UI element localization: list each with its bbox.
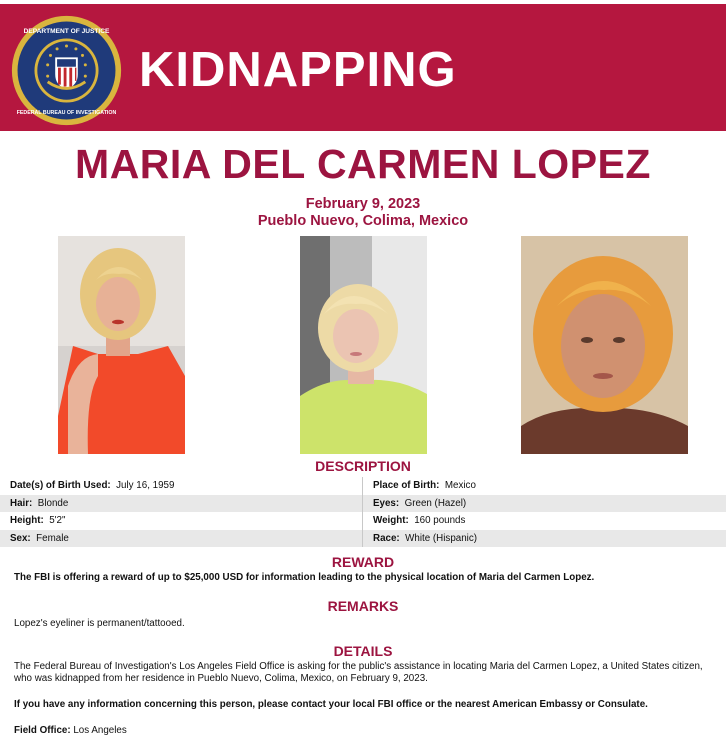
reward-text: The FBI is offering a reward of up to $25,000 USD for information leading to the physical location of Maria del Carmen Lopez. [14,572,595,583]
eyes-value: Green (Hazel) [404,497,467,509]
field-office-label: Field Office: [14,725,71,736]
details-paragraph-1: The Federal Bureau of Investigation's Los Angeles Field Office is asking for the public's assistance in locating Maria del Carmen Lopez, a United States citizen, who was kidnapped from her residence in Pueblo Nuevo, Colima, Mexico, on February 9, 2023. [14,661,703,684]
incident-date: February 9, 2023 [305,196,421,212]
table-row [0,477,726,495]
dob-cell [0,477,363,495]
seal-bottom-text: FEDERAL BUREAU OF INVESTIGATION [16,109,117,116]
subject-photo-3 [521,236,688,454]
table-row [0,530,726,548]
header-banner [0,4,726,131]
fbi-seal-icon [10,14,123,127]
subject-photo-1 [58,236,185,454]
remarks-text: Lopez's eyeliner is permanent/tattooed. [14,618,185,629]
birthplace-cell [363,477,726,495]
dob-label: Date(s) of Birth Used: [10,480,111,492]
description-heading: DESCRIPTION [315,458,411,474]
hair-label: Hair: [10,497,33,509]
sex-cell [0,530,363,548]
subject-photo-2 [300,236,427,454]
subject-name: MARIA DEL CARMEN LOPEZ [75,141,651,187]
seal-top-text: DEPARTMENT OF JUSTICE [23,27,110,35]
description-table [0,477,726,547]
dob-value: July 16, 1959 [116,480,175,492]
details-heading: DETAILS [333,643,393,659]
sex-value: Female [36,532,69,544]
height-value: 5'2" [49,515,66,527]
eyes-cell [363,495,726,513]
banner-title: KIDNAPPING [139,43,457,97]
race-label: Race: [373,532,400,544]
weight-value: 160 pounds [414,515,466,527]
hair-cell [0,495,363,513]
birthplace-value: Mexico [444,480,476,492]
birthplace-label: Place of Birth: [373,480,440,492]
hair-value: Blonde [37,497,69,509]
race-cell [363,530,726,548]
field-office-value: Los Angeles [73,725,127,736]
weight-cell [363,512,726,530]
table-row [0,512,726,530]
sex-label: Sex: [10,532,31,544]
details-paragraph-2: If you have any information concerning this person, please contact your local FBI office or the nearest American Embassy or Consulate. [14,699,648,710]
height-label: Height: [10,515,44,527]
incident-location: Pueblo Nuevo, Colima, Mexico [257,213,469,229]
reward-heading: REWARD [331,554,395,570]
race-value: White (Hispanic) [405,532,478,544]
height-cell [0,512,363,530]
weight-label: Weight: [373,515,409,527]
remarks-heading: REMARKS [327,598,399,614]
eyes-label: Eyes: [373,497,400,509]
table-row [0,495,726,513]
field-office-line [14,725,714,737]
